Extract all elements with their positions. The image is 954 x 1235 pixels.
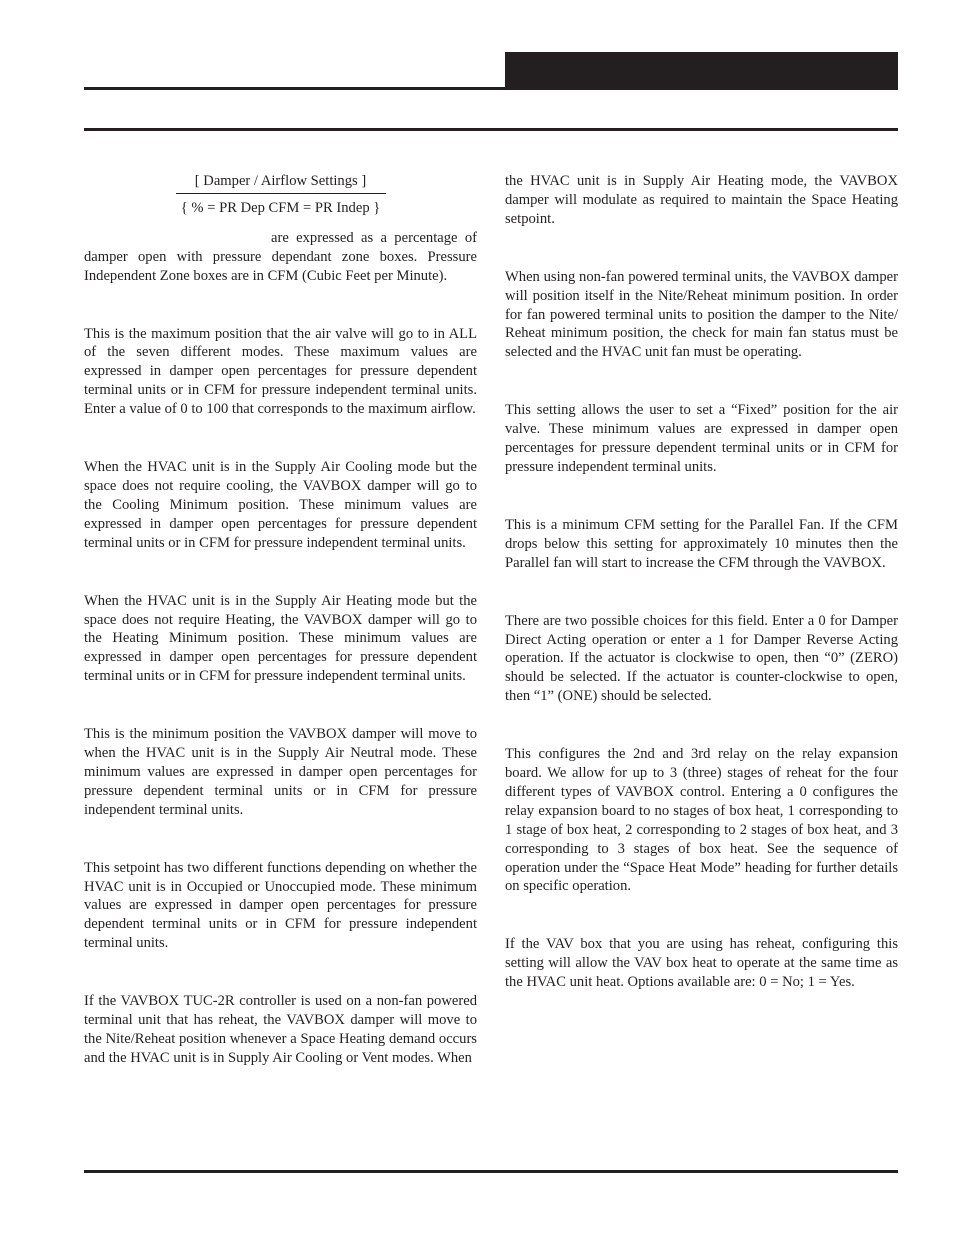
parallel-fan-paragraph: This is a minimum CFM setting for the Parallel Fan. If the CFM drops below this setting for approximately 10 minutes then the Parallel fan will start to increase the CFM through the VAVBOX. bbox=[505, 516, 898, 571]
right-column bbox=[505, 172, 898, 992]
header-title-bar bbox=[505, 52, 898, 87]
heating-minimum-paragraph: When the HVAC unit is in the Supply Air Heating mode but the space does not require Heating, the VAVBOX damper will go to the Heating Minimum position. These minimum values are expressed in damper open percentages for pressure dependent terminal units or in CFM for pressure independent terminal units. bbox=[84, 592, 477, 685]
fixed-position-paragraph: This setting allows the user to set a “Fixed” position for the air valve. These minimum values are expressed in damper open percentages for pressure dependent terminal units or in CFM for pressure independent terminal units. bbox=[505, 402, 898, 475]
intro-paragraph: are expressed as a percentage of damper open with pressure dependant zone boxes. Pressure Independent Zone boxes are in CFM (Cubic Feet per Minute). bbox=[84, 229, 477, 284]
header-rule-secondary bbox=[84, 128, 898, 131]
left-column bbox=[84, 172, 477, 1068]
damper-direction-paragraph: There are two possible choices for this field. Enter a 0 for Damper Direct Acting operation or enter a 1 for Damper Reverse Acting operation. If the actuator is clockwise to open, then “0” (ZERO) should be selected. If the actuator is counter-clockwise to open, then “1” (ONE) should be selected. bbox=[505, 612, 898, 705]
box-heat-paragraph: If the VAV box that you are using has reheat, configuring this setting will allow the VAV box heat to operate at the same time as the HVAC unit heat. Options available are: 0 = No; 1 = Yes. bbox=[505, 936, 898, 991]
maximum-paragraph: This is the maximum position that the air valve will go to in ALL of the seven different modes. These maximum values are expressed in damper open percentages for pressure dependent terminal units or in CFM for pressure independent terminal units. Enter a value of 0 to 100 that corresponds to the maximum airflow. bbox=[84, 325, 477, 418]
cooling-minimum-paragraph: When the HVAC unit is in the Supply Air Cooling mode but the space does not require cooling, the VAVBOX damper will go to the Cooling Minimum position. These minimum values are expressed in damper open percentages for pressure dependent terminal units or in CFM for pressure independent terminal units. bbox=[84, 459, 477, 551]
settings-title-underline bbox=[176, 193, 386, 194]
relay-expansion-paragraph: This configures the 2nd and 3rd relay on the relay expansion board. We allow for up to 3 (three) stages of reheat for the four different types of VAVBOX control. Entering a 0 configures the relay expansion board to no stages of box heat, 1 corresponding to 1 stage of box heat, 2 corresponding to 2 stages of box heat, and 3 corresponding to 3 stages of box heat. See the sequence of operation under the “Space Heat Mode” heading for further details on specific operation. bbox=[505, 746, 898, 895]
occupied-setpoint-paragraph: This setpoint has two different functions depending on whether the HVAC unit is in Occupied or Unoccupied mode. These minimum values are expressed in damper open percentages for pressure dependent terminal units or in CFM for pressure independent terminal units. bbox=[84, 859, 477, 952]
non-fan-powered-paragraph: When using non-fan powered terminal units, the VAVBOX damper will position itself in the Nite/Reheat minimum position. In order for fan powered terminal units to position the damper to the Nite/ Reheat minimum position, the check for main fan status must be selected and the HVAC unit fan must be operating. bbox=[505, 268, 898, 361]
neutral-minimum-paragraph: This is the minimum position the VAVBOX damper will move to when the HVAC unit is in the Supply Air Neutral mode. These minimum values are expressed in damper open percentages for pressure dependent terminal units or in CFM for pressure independent terminal units. bbox=[84, 726, 477, 818]
footer-rule bbox=[84, 1170, 898, 1173]
settings-legend: { % = PR Dep CFM = PR Indep } bbox=[180, 199, 381, 216]
nite-reheat-paragraph: If the VAVBOX TUC-2R controller is used on a non-fan powered terminal unit that has reheat, the VAVBOX damper will move to the Nite/Reheat position whenever a Space Heating demand occurs and the HVAC unit is in Supply Air Cooling or Vent modes. When bbox=[84, 993, 477, 1066]
settings-title: [ Damper / Airflow Settings ] bbox=[194, 173, 367, 189]
header-rule bbox=[84, 87, 898, 90]
nite-reheat-continued-paragraph: the HVAC unit is in Supply Air Heating mode, the VAVBOX damper will modulate as required to maintain the Space Heating setpoint. bbox=[505, 173, 898, 227]
